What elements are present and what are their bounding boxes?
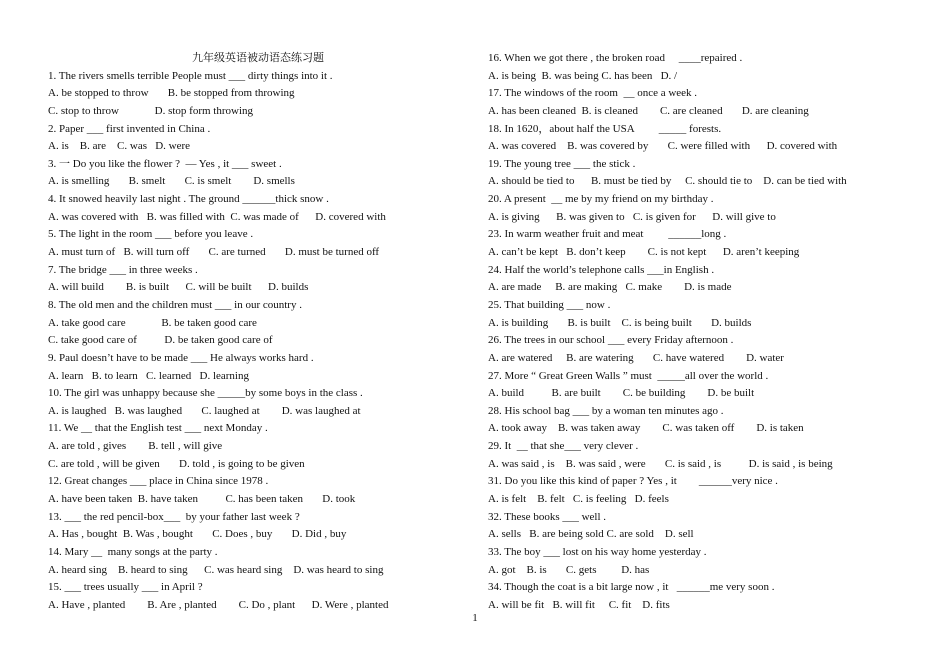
- answer-options-line: A. is smelling B. smelt C. is smelt D. smells: [48, 175, 295, 188]
- question-line: 27. More “ Great Green Walls ” must _____all over the world .: [488, 369, 769, 382]
- question-line: 19. The young tree ___ the stick .: [488, 157, 636, 170]
- answer-options-line: A. is building B. is built C. is being built D. builds: [488, 316, 752, 329]
- answer-options-line: A. is B. are C. was D. were: [48, 140, 191, 153]
- answer-options-line: A. build B. are built C. be building D. be built: [488, 387, 755, 400]
- answer-options-line: A. have been taken B. have taken C. has been taken D. took: [48, 493, 356, 506]
- question-line: 1. The rivers smells terrible People must ___ dirty things into it .: [48, 69, 333, 82]
- answer-options-line: A. will build B. is built C. will be built D. builds: [48, 281, 309, 294]
- question-line: 16. When we got there , the broken road ____repaired .: [488, 52, 743, 64]
- question-line: 9. Paul doesn’t have to be made ___ He always works hard .: [48, 351, 314, 364]
- answer-options-line: A. take good care B. be taken good care: [48, 316, 257, 329]
- answer-options-line: A. has been cleaned B. is cleaned C. are cleaned D. are cleaning: [488, 104, 809, 117]
- answer-options-line: A. Have , planted B. Are , planted C. Do , plant D. Were , planted: [48, 598, 389, 611]
- answer-options-line: A. is laughed B. was laughed C. laughed at D. was laughed at: [48, 404, 361, 417]
- answer-options-line: C. stop to throw D. stop form throwing: [48, 104, 254, 117]
- question-line: 34. Though the coat is a bit large now , it ______me very soon .: [488, 581, 775, 594]
- question-line: 12. Great changes ___ place in China since 1978 .: [48, 475, 269, 488]
- right-column: [488, 50, 908, 615]
- answer-options-line: A. be stopped to throw B. be stopped from throwing: [48, 87, 295, 100]
- left-column: [48, 50, 468, 615]
- answer-options-line: A. are watered B. are watering C. have watered D. water: [488, 351, 784, 364]
- question-line: 24. Half the world’s telephone calls ___in English .: [488, 263, 715, 276]
- question-line: 33. The boy ___ lost on his way home yesterday .: [488, 545, 707, 558]
- question-line: 4. It snowed heavily last night . The ground ______thick snow .: [48, 193, 329, 206]
- answer-options-line: A. should be tied to B. must be tied by C. should tie to D. can be tied with: [488, 175, 847, 188]
- question-line: 15. ___ trees usually ___ in April ?: [48, 581, 203, 594]
- answer-options-line: A. was covered with B. was filled with C. was made of D. covered with: [48, 210, 386, 223]
- question-line: 29. It __ that she___ very clever .: [488, 440, 639, 453]
- question-line: 25. That building ___ now .: [488, 298, 611, 311]
- answer-options-line: C. take good care of D. be taken good care of: [48, 334, 273, 347]
- page-title: 九年级英语被动语态练习题: [192, 52, 324, 64]
- question-line: 8. The old men and the children must ___ in our country .: [48, 298, 302, 311]
- answer-options-line: A. took away B. was taken away C. was taken off D. is taken: [488, 422, 804, 435]
- right-question-list: [488, 50, 908, 615]
- answer-options-line: A. are told , gives B. tell , will give: [48, 440, 223, 453]
- answer-options-line: A. was covered B. was covered by C. were filled with D. covered with: [488, 140, 838, 153]
- question-line: 11. We __ that the English test ___ next Monday .: [48, 422, 268, 435]
- answer-options-line: A. are made B. are making C. make D. is made: [488, 281, 732, 294]
- question-line: 18. In 1620，about half the USA _____ forests.: [488, 122, 722, 135]
- question-line: 5. The light in the room ___ before you leave .: [48, 228, 254, 241]
- left-question-list: [48, 68, 468, 615]
- question-line: 14. Mary __ many songs at the party .: [48, 545, 218, 558]
- answer-options-line: A. Has , bought B. Was , bought C. Does , buy D. Did , buy: [48, 528, 347, 541]
- answer-options-line: C. are told , will be given D. told , is going to be given: [48, 457, 305, 470]
- question-line: 7. The bridge ___ in three weeks .: [48, 263, 198, 276]
- question-line: 20. A present __ me by my friend on my birthday .: [488, 193, 714, 206]
- answer-options-line: A. heard sing B. heard to sing C. was heard sing D. was heard to sing: [48, 563, 384, 576]
- question-line: 3. 一 Do you like the flower ? — Yes , it ___ sweet .: [48, 157, 282, 170]
- answer-options-line: A. must turn of B. will turn off C. are turned D. must be turned off: [48, 246, 380, 259]
- answer-options-line: A. is being B. was being C. has been D. /: [488, 69, 678, 82]
- answer-options-line: A. learn B. to learn C. learned D. learning: [48, 369, 249, 382]
- question-line: 2. Paper ___ first invented in China .: [48, 122, 211, 135]
- question-line: 26. The trees in our school ___ every Friday afternoon .: [488, 334, 734, 347]
- answer-options-line: A. sells B. are being sold C. are sold D. sell: [488, 528, 694, 541]
- answer-options-line: A. is felt B. felt C. is feeling D. feels: [488, 493, 669, 506]
- answer-options-line: A. can’t be kept B. don’t keep C. is not kept D. aren’t keeping: [488, 246, 800, 259]
- question-line: 28. His school bag ___ by a woman ten minutes ago .: [488, 404, 724, 417]
- question-line: 10. The girl was unhappy because she _____by some boys in the class .: [48, 387, 363, 400]
- answer-options-line: A. got B. is C. gets D. has: [488, 563, 650, 576]
- page-number: 1: [472, 612, 478, 624]
- question-line: 31. Do you like this kind of paper ? Yes , it ______very nice .: [488, 475, 778, 488]
- question-line: 13. ___ the red pencil-box___ by your father last week ?: [48, 510, 300, 523]
- answer-options-line: A. is giving B. was given to C. is given for D. will give to: [488, 210, 776, 223]
- question-line: 17. The windows of the room __ once a week .: [488, 87, 698, 100]
- question-line: 32. These books ___ well .: [488, 510, 607, 523]
- answer-options-line: A. will be fit B. will fit C. fit D. fits: [488, 598, 670, 611]
- answer-options-line: A. was said , is B. was said , were C. is said , is D. is said , is being: [488, 457, 833, 470]
- question-line: 23. In warm weather fruit and meat ______long .: [488, 228, 727, 241]
